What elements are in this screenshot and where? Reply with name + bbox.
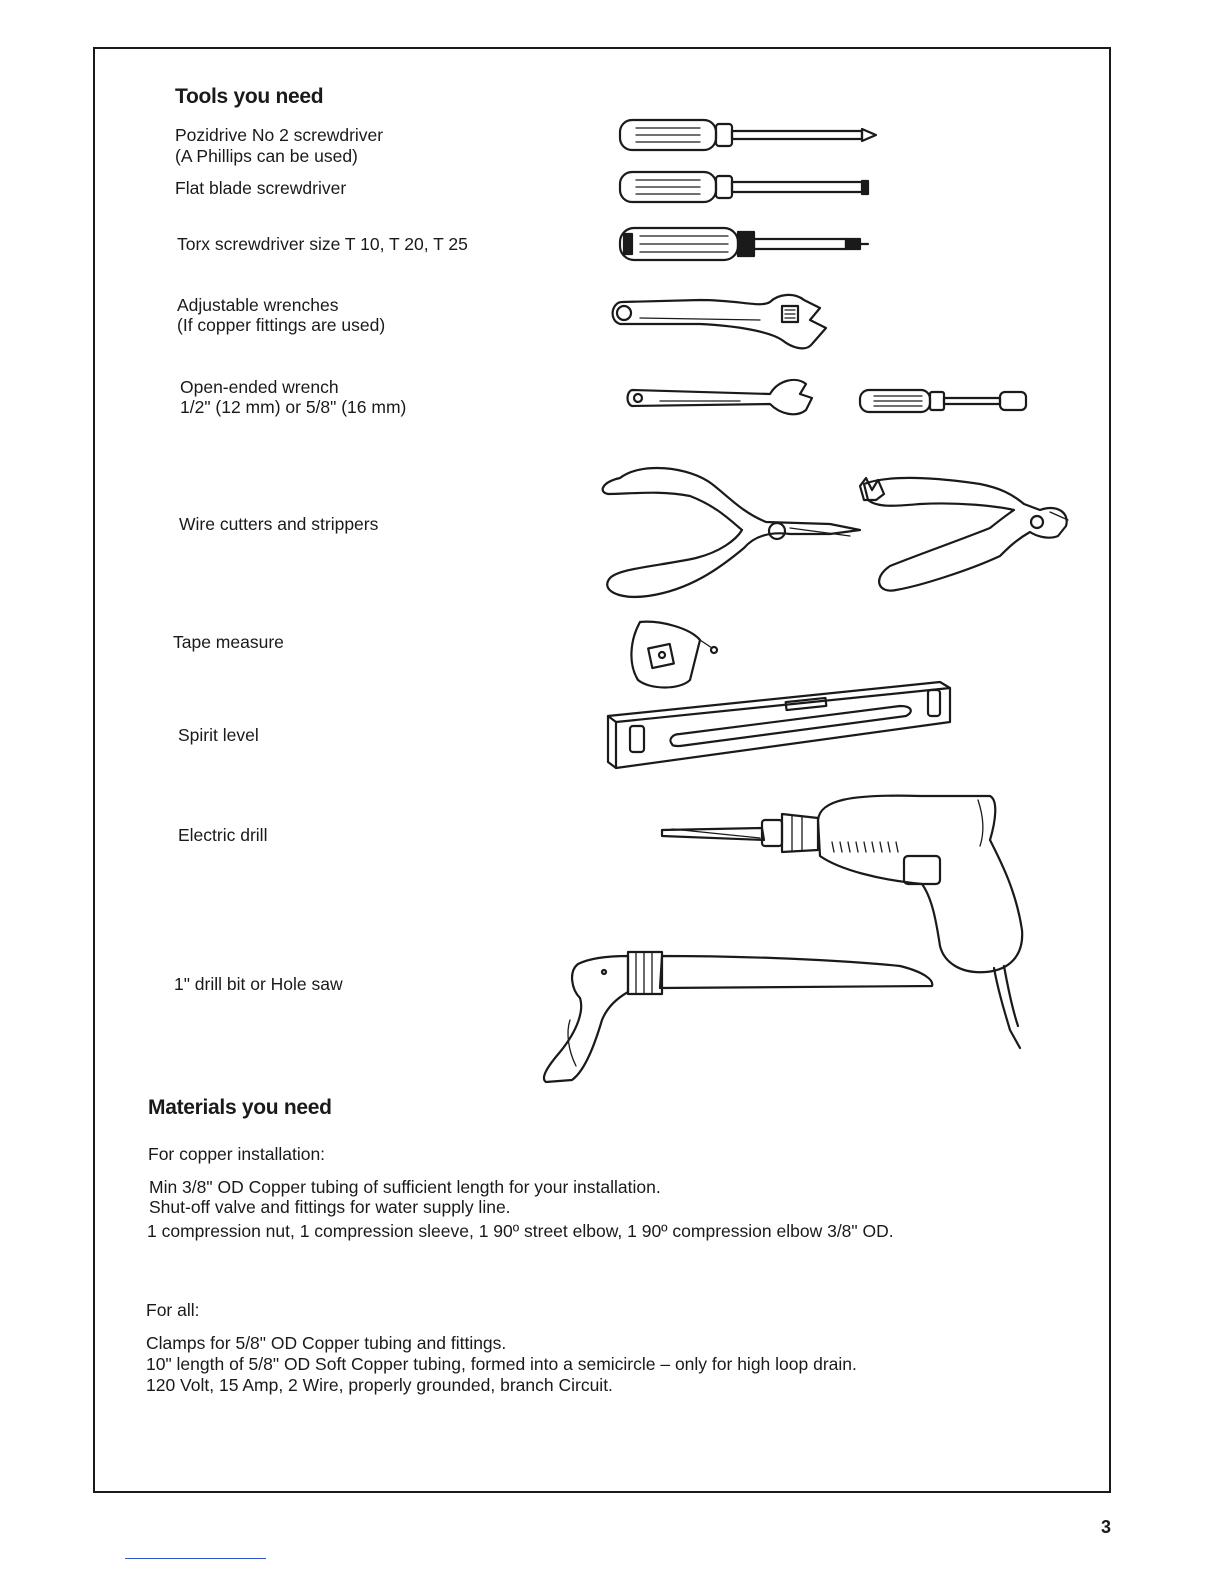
tool-label-spirit-level: Spirit level — [178, 725, 259, 745]
flat-screwdriver-icon — [620, 172, 868, 202]
all-material-line-2: 10" length of 5/8" OD Soft Copper tubing, formed into a semicircle – only for high loop drain. — [146, 1354, 857, 1374]
tool-note-adjustable-wrench: (If copper fittings are used) — [177, 315, 386, 335]
for-all-label: For all: — [146, 1300, 200, 1320]
wire-stripper-icon — [860, 478, 1068, 591]
tool-label-flat: Flat blade screwdriver — [175, 178, 347, 198]
tool-note-phillips: (A Phillips can be used) — [175, 146, 358, 166]
phillips-screwdriver-icon — [620, 120, 876, 150]
electric-drill-icon — [662, 796, 1022, 1048]
copper-material-line-2: Shut-off valve and fittings for water supply line. — [149, 1197, 511, 1217]
page-number: 3 — [1101, 1517, 1112, 1537]
pliers-icon — [603, 468, 860, 597]
tool-label-open-wrench: Open-ended wrench — [180, 377, 339, 397]
copper-material-line-3: 1 compression nut, 1 compression sleeve, 1 90º street elbow, 1 90º compression elbow 3/8" OD. — [147, 1221, 894, 1241]
tape-measure-icon — [631, 622, 717, 688]
tool-label-wire-cutters: Wire cutters and strippers — [179, 514, 379, 534]
hole-saw-icon — [544, 952, 932, 1082]
tool-note-open-wrench: 1/2" (12 mm) or 5/8" (16 mm) — [180, 397, 407, 417]
tool-label-adjustable-wrench: Adjustable wrenches — [177, 295, 339, 315]
materials-heading: Materials you need — [148, 1096, 332, 1119]
spirit-level-icon — [608, 682, 950, 768]
tools-heading: Tools you need — [175, 85, 324, 108]
all-material-line-3: 120 Volt, 15 Amp, 2 Wire, properly grounded, branch Circuit. — [146, 1375, 613, 1395]
nut-driver-icon — [860, 390, 1026, 412]
tool-label-phillips: Pozidrive No 2 screwdriver — [175, 125, 384, 145]
copper-material-line-1: Min 3/8" OD Copper tubing of sufficient length for your installation. — [149, 1177, 661, 1197]
torx-screwdriver-icon — [620, 228, 868, 260]
tool-label-torx: Torx screwdriver size T 10, T 20, T 25 — [177, 234, 468, 254]
tool-label-electric-drill: Electric drill — [178, 825, 268, 845]
adjustable-wrench-icon — [613, 295, 826, 348]
copper-installation-label: For copper installation: — [148, 1144, 326, 1164]
open-ended-wrench-icon — [628, 380, 813, 414]
tool-label-hole-saw: 1" drill bit or Hole saw — [174, 974, 343, 994]
all-material-line-1: Clamps for 5/8" OD Copper tubing and fittings. — [146, 1333, 507, 1353]
tool-label-tape-measure: Tape measure — [173, 632, 284, 652]
